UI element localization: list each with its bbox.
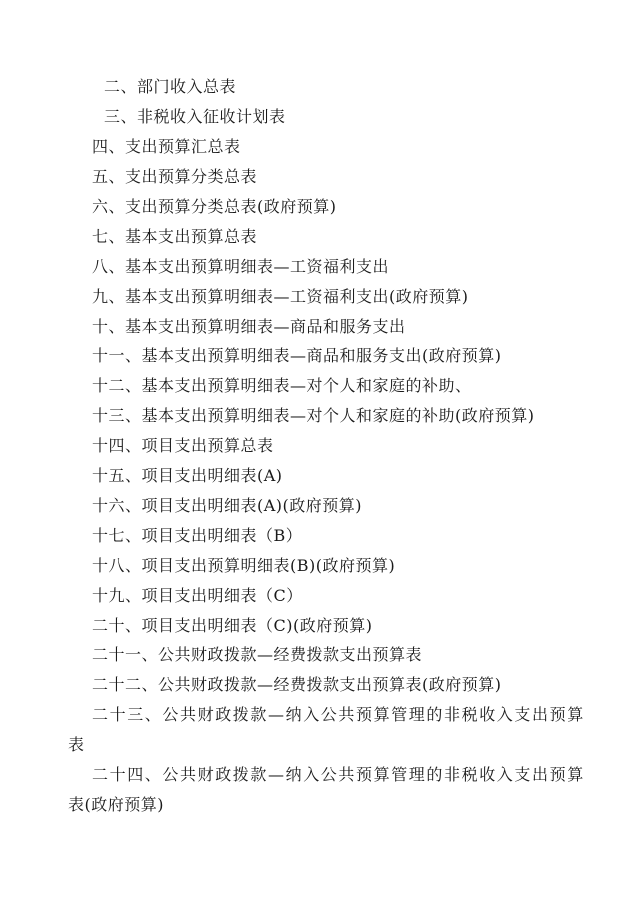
- toc-item-6: 六、支出预算分类总表(政府预算): [92, 197, 337, 216]
- toc-item-14: 十四、项目支出预算总表: [92, 436, 274, 455]
- toc-item-8: 八、基本支出预算明细表—工资福利支出: [92, 257, 390, 276]
- toc-item-18: 十八、项目支出预算明细表(B)(政府预算): [92, 556, 396, 575]
- toc-item-13: 十三、基本支出预算明细表—对个人和家庭的补助(政府预算): [92, 406, 535, 425]
- toc-item-21: 二十一、公共财政拨款—经费拨款支出预算表: [92, 645, 423, 664]
- toc-item-24-line1: 二十四、公共财政拨款—纳入公共预算管理的非税收入支出预算: [92, 765, 585, 784]
- toc-item-16: 十六、项目支出明细表(A)(政府预算): [92, 496, 363, 515]
- toc-item-4: 四、支出预算汇总表: [92, 137, 241, 156]
- toc-item-20: 二十、项目支出明细表（C)(政府预算): [92, 616, 373, 635]
- toc-item-23-line2: 表: [68, 735, 85, 754]
- toc-item-17: 十七、项目支出明细表（B）: [92, 526, 303, 545]
- toc-item-12: 十二、基本支出预算明细表—对个人和家庭的补助、: [92, 376, 472, 395]
- toc-item-3: 三、非税收入征收计划表: [104, 107, 286, 126]
- toc-item-10: 十、基本支出预算明细表—商品和服务支出: [92, 317, 406, 336]
- toc-item-22: 二十二、公共财政拨款—经费拨款支出预算表(政府预算): [92, 675, 502, 694]
- toc-item-11: 十一、基本支出预算明细表—商品和服务支出(政府预算): [92, 346, 502, 365]
- toc-item-2: 二、部门收入总表: [104, 77, 237, 96]
- toc-item-19: 十九、项目支出明细表（C）: [92, 586, 303, 605]
- toc-item-9: 九、基本支出预算明细表—工资福利支出(政府预算): [92, 287, 469, 306]
- toc-item-7: 七、基本支出预算总表: [92, 227, 258, 246]
- toc-item-15: 十五、项目支出明细表(A): [92, 466, 283, 485]
- toc-item-5: 五、支出预算分类总表: [92, 167, 258, 186]
- toc-item-23-line1: 二十三、公共财政拨款—纳入公共预算管理的非税收入支出预算: [92, 705, 585, 724]
- toc-item-24-line2: 表(政府预算): [68, 795, 164, 814]
